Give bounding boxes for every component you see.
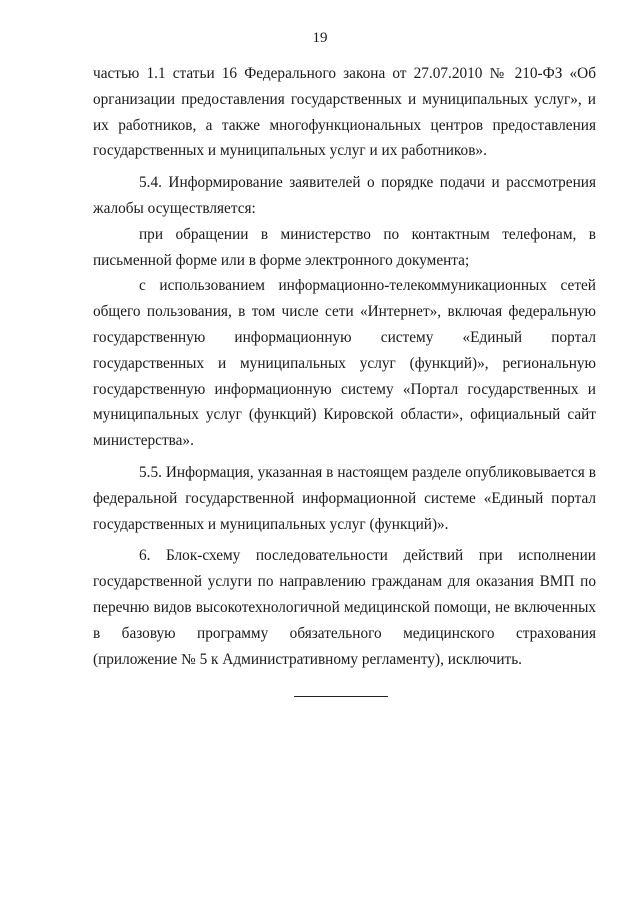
page-number: 19 bbox=[312, 30, 328, 46]
paragraph-5-5: 5.5. Информация, указанная в настоящем разделе опубликовывается в федеральной государственной информационной системе «Единый портал государственных и муниципальных услуг (функций)». bbox=[93, 463, 596, 533]
paragraph-phone-contact: при обращении в министерство по контактным телефонам, в письменной форме или в форме электронного документа; bbox=[93, 225, 596, 269]
paragraph-internet: с использованием информационно-телекоммуникационных сетей общего пользования, в том числе сети «Интернет», включая федеральную государственную информационную систему «Единый портал государственных и муниципальных услуг (функций)», региональную государственную информационную систему «Портал государственных и муниципальных услуг (функций) Кировской области», официальный сайт министерства». bbox=[93, 277, 596, 450]
paragraph-5-4: 5.4. Информирование заявителей о порядке подачи и рассмотрения жалобы осуществляется: bbox=[93, 174, 596, 217]
end-divider-line bbox=[294, 696, 388, 697]
body-text bbox=[93, 61, 596, 672]
paragraph-6: 6. Блок-схему последовательности действий при исполнении государственной услуги по направлению гражданам для оказания ВМП по перечню видов высокотехнологичной медицинской помощи, не включенных в базовую программу обязательного медицинского страхования (приложение № 5 к Административному регламенту), исключить. bbox=[93, 547, 596, 668]
paragraph-continuation: частью 1.1 статьи 16 Федерального закона от 27.07.2010 № 210-ФЗ «Об организации предоставления государственных и муниципальных услуг», и их работников, а также многофункциональных центров предоставления государственных и муниципальных услуг и их работников». bbox=[93, 65, 596, 160]
